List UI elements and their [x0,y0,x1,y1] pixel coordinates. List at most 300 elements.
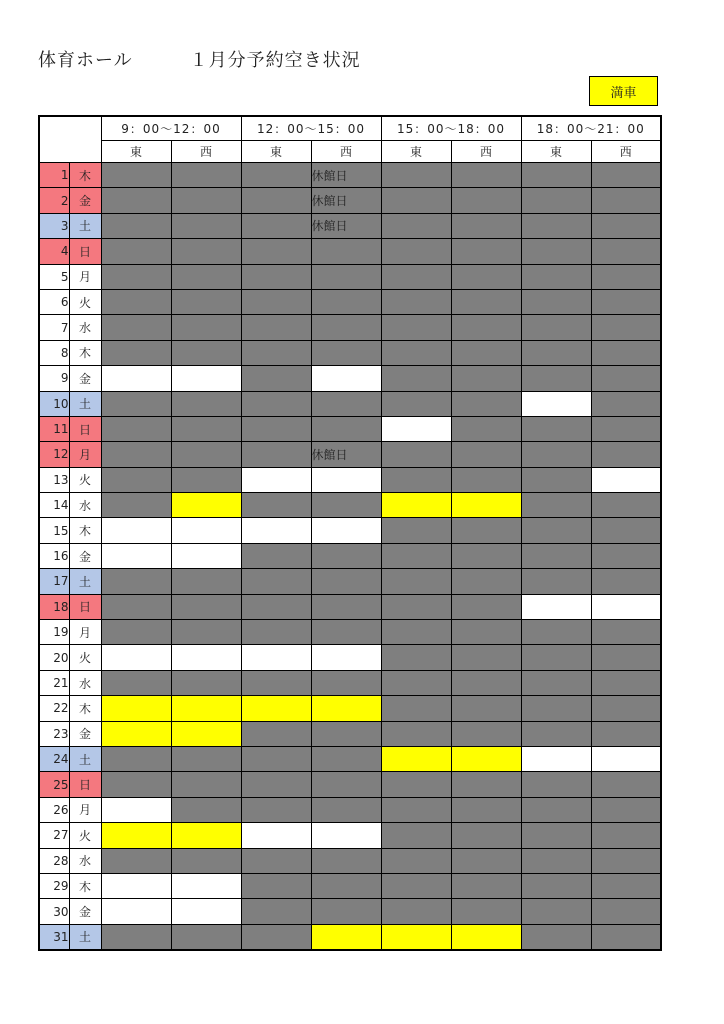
slot-unavailable [521,670,591,695]
slot-unavailable [451,899,521,924]
slot-unavailable [101,239,171,264]
slot-unavailable [451,620,521,645]
weekday-label: 金 [69,721,101,746]
table-row [39,416,661,441]
side-header-west: 西 [311,141,381,163]
weekday-label: 月 [69,264,101,289]
slot-unavailable [451,569,521,594]
table-row [39,315,661,340]
slot-unavailable [591,391,661,416]
slot-unavailable [241,239,311,264]
day-number: 26 [39,797,69,822]
slot-unavailable [171,188,241,213]
slot-unavailable [171,772,241,797]
slot-unavailable [451,340,521,365]
day-number: 5 [39,264,69,289]
weekday-label: 月 [69,620,101,645]
day-number: 19 [39,620,69,645]
slot-unavailable [171,315,241,340]
slot-unavailable [171,670,241,695]
slot-unavailable [521,797,591,822]
day-number: 6 [39,289,69,314]
slot-available [591,594,661,619]
slot-unavailable [591,188,661,213]
slot-unavailable [241,442,311,467]
day-number: 27 [39,823,69,848]
slot-unavailable [451,848,521,873]
day-number: 21 [39,670,69,695]
slot-full [311,696,381,721]
slot-unavailable [451,823,521,848]
slot-unavailable [171,163,241,188]
slot-available [101,645,171,670]
weekday-label: 木 [69,696,101,721]
slot-unavailable [591,696,661,721]
slot-unavailable [171,289,241,314]
slot-unavailable [591,213,661,238]
slot-available [171,518,241,543]
slot-full [381,493,451,518]
slot-unavailable [521,620,591,645]
slot-unavailable [311,289,381,314]
slot-unavailable [171,848,241,873]
day-number: 24 [39,746,69,771]
slot-available [521,594,591,619]
slot-unavailable [311,416,381,441]
slot-unavailable [241,797,311,822]
slot-unavailable [101,442,171,467]
day-number: 8 [39,340,69,365]
side-header-west: 西 [591,141,661,163]
day-number: 16 [39,543,69,568]
slot-unavailable [451,163,521,188]
slot-unavailable [591,416,661,441]
day-number: 25 [39,772,69,797]
slot-unavailable [171,924,241,950]
slot-unavailable [521,569,591,594]
slot-unavailable [101,848,171,873]
slot-unavailable [591,543,661,568]
day-number: 3 [39,213,69,238]
day-rows [39,163,661,951]
slot-available [101,366,171,391]
slot-unavailable [521,721,591,746]
table-row [39,239,661,264]
slot-unavailable [521,696,591,721]
weekday-label: 月 [69,797,101,822]
side-header-east: 東 [521,141,591,163]
table-row [39,924,661,950]
slot-available [591,746,661,771]
slot-unavailable [591,823,661,848]
slot-unavailable [591,493,661,518]
slot-available [591,467,661,492]
slot-unavailable [101,569,171,594]
slot-unavailable [451,873,521,898]
slot-unavailable [381,543,451,568]
slot-unavailable [381,264,451,289]
slot-unavailable [381,873,451,898]
legend-full-box: 満車 [589,76,658,106]
slot-unavailable [101,264,171,289]
side-header-west: 西 [451,141,521,163]
slot-unavailable [591,924,661,950]
slot-unavailable [311,848,381,873]
slot-unavailable [311,543,381,568]
day-number: 7 [39,315,69,340]
slot-unavailable [451,645,521,670]
slot-available [521,391,591,416]
slot-available [101,518,171,543]
slot-unavailable [311,797,381,822]
slot-available [311,467,381,492]
slot-unavailable [451,315,521,340]
slot-unavailable [591,797,661,822]
slot-available [311,518,381,543]
slot-unavailable [241,289,311,314]
slot-unavailable [101,289,171,314]
slot-unavailable [101,467,171,492]
slot-unavailable [521,645,591,670]
day-number: 29 [39,873,69,898]
slot-available [311,366,381,391]
slot-unavailable [171,340,241,365]
slot-unavailable [521,213,591,238]
weekday-label: 金 [69,899,101,924]
slot-unavailable [171,391,241,416]
slot-unavailable [591,670,661,695]
weekday-label: 土 [69,924,101,950]
slot-unavailable [521,543,591,568]
weekday-label: 土 [69,746,101,771]
time-slot-header-row [39,116,661,141]
slot-unavailable [101,315,171,340]
slot-available [311,645,381,670]
slot-unavailable [521,924,591,950]
slot-unavailable [241,493,311,518]
table-row [39,594,661,619]
slot-unavailable [521,239,591,264]
slot-unavailable [171,594,241,619]
slot-unavailable [241,899,311,924]
table-row [39,823,661,848]
slot-unavailable [591,645,661,670]
slot-unavailable [171,442,241,467]
table-row [39,493,661,518]
corner-cell [39,116,101,163]
slot-available [521,746,591,771]
slot-full [171,696,241,721]
slot-available [171,366,241,391]
slot-unavailable [101,188,171,213]
slot-available [101,899,171,924]
table-row [39,620,661,645]
slot-unavailable [451,416,521,441]
weekday-label: 木 [69,163,101,188]
day-number: 4 [39,239,69,264]
weekday-label: 水 [69,493,101,518]
slot-unavailable [171,213,241,238]
slot-unavailable [381,188,451,213]
slot-unavailable [521,823,591,848]
slot-unavailable [381,569,451,594]
slot-unavailable [381,594,451,619]
day-number: 28 [39,848,69,873]
weekday-label: 土 [69,213,101,238]
slot-unavailable [381,848,451,873]
time-slot-header: 15：00～18：00 [381,116,521,141]
day-number: 14 [39,493,69,518]
table-row [39,518,661,543]
slot-unavailable [381,163,451,188]
slot-unavailable [311,594,381,619]
slot-unavailable [241,746,311,771]
slot-unavailable [521,289,591,314]
slot-full [451,493,521,518]
slot-unavailable [241,924,311,950]
weekday-label: 水 [69,670,101,695]
slot-available [101,797,171,822]
slot-unavailable [241,391,311,416]
slot-unavailable [451,366,521,391]
slot-unavailable [311,391,381,416]
table-row [39,340,661,365]
table-row [39,899,661,924]
slot-full [381,746,451,771]
day-number: 17 [39,569,69,594]
slot-available [171,873,241,898]
side-header-row [39,141,661,163]
slot-unavailable [171,264,241,289]
slot-unavailable [241,264,311,289]
slot-unavailable [591,366,661,391]
slot-available [241,518,311,543]
slot-unavailable [381,696,451,721]
slot-unavailable [381,670,451,695]
slot-unavailable [591,569,661,594]
table-row [39,746,661,771]
slot-unavailable [521,873,591,898]
day-number: 31 [39,924,69,950]
slot-unavailable [311,569,381,594]
table-row [39,772,661,797]
slot-unavailable [591,620,661,645]
slot-full [241,696,311,721]
day-number: 20 [39,645,69,670]
slot-unavailable [521,518,591,543]
slot-unavailable [311,670,381,695]
slot-unavailable [241,721,311,746]
slot-unavailable [591,848,661,873]
weekday-label: 日 [69,239,101,264]
slot-available [381,416,451,441]
slot-unavailable [521,416,591,441]
table-row [39,569,661,594]
slot-unavailable [101,924,171,950]
day-number: 1 [39,163,69,188]
slot-unavailable [381,289,451,314]
slot-closed: 休館日 [311,163,381,188]
slot-unavailable [451,239,521,264]
slot-unavailable [521,772,591,797]
slot-unavailable [101,416,171,441]
slot-closed: 休館日 [311,213,381,238]
slot-unavailable [311,899,381,924]
slot-unavailable [311,340,381,365]
slot-unavailable [591,315,661,340]
slot-full [451,924,521,950]
slot-unavailable [451,518,521,543]
slot-unavailable [591,163,661,188]
slot-unavailable [311,315,381,340]
slot-unavailable [381,620,451,645]
slot-unavailable [591,518,661,543]
slot-full [101,721,171,746]
slot-unavailable [591,873,661,898]
slot-unavailable [591,340,661,365]
slot-unavailable [101,340,171,365]
slot-unavailable [451,670,521,695]
time-slot-header: 18：00～21：00 [521,116,661,141]
day-number: 10 [39,391,69,416]
table-row [39,873,661,898]
slot-unavailable [381,823,451,848]
table-row [39,848,661,873]
slot-unavailable [521,366,591,391]
slot-unavailable [451,442,521,467]
weekday-label: 金 [69,366,101,391]
slot-unavailable [451,543,521,568]
table-row [39,696,661,721]
weekday-label: 木 [69,518,101,543]
table-row [39,163,661,188]
side-header-east: 東 [381,141,451,163]
slot-available [171,645,241,670]
slot-full [311,924,381,950]
slot-unavailable [521,264,591,289]
day-number: 18 [39,594,69,619]
slot-unavailable [311,493,381,518]
slot-full [171,823,241,848]
slot-unavailable [591,772,661,797]
slot-unavailable [311,264,381,289]
table-row [39,442,661,467]
slot-closed: 休館日 [311,188,381,213]
weekday-label: 日 [69,772,101,797]
slot-unavailable [241,873,311,898]
slot-unavailable [101,391,171,416]
weekday-label: 火 [69,823,101,848]
slot-unavailable [241,543,311,568]
slot-unavailable [241,620,311,645]
slot-unavailable [171,416,241,441]
slot-unavailable [521,848,591,873]
slot-unavailable [311,239,381,264]
weekday-label: 火 [69,289,101,314]
slot-unavailable [521,188,591,213]
slot-unavailable [381,797,451,822]
slot-unavailable [521,467,591,492]
slot-unavailable [381,645,451,670]
slot-unavailable [311,721,381,746]
slot-unavailable [591,899,661,924]
table-row [39,213,661,238]
day-number: 2 [39,188,69,213]
slot-unavailable [451,289,521,314]
slot-full [451,746,521,771]
slot-unavailable [591,264,661,289]
slot-unavailable [451,391,521,416]
day-number: 9 [39,366,69,391]
slot-unavailable [241,366,311,391]
day-number: 12 [39,442,69,467]
weekday-label: 水 [69,315,101,340]
slot-available [171,899,241,924]
slot-unavailable [381,340,451,365]
slot-unavailable [381,899,451,924]
weekday-label: 火 [69,645,101,670]
slot-unavailable [451,213,521,238]
day-number: 15 [39,518,69,543]
weekday-label: 金 [69,188,101,213]
slot-unavailable [241,772,311,797]
slot-unavailable [241,594,311,619]
weekday-label: 金 [69,543,101,568]
slot-unavailable [381,239,451,264]
slot-unavailable [381,467,451,492]
slot-available [101,873,171,898]
weekday-label: 木 [69,340,101,365]
availability-table [38,115,662,951]
slot-unavailable [451,721,521,746]
slot-unavailable [101,746,171,771]
slot-unavailable [451,594,521,619]
day-number: 13 [39,467,69,492]
slot-unavailable [171,569,241,594]
table-row [39,797,661,822]
weekday-label: 月 [69,442,101,467]
slot-unavailable [241,315,311,340]
slot-unavailable [521,163,591,188]
slot-unavailable [311,873,381,898]
slot-unavailable [451,696,521,721]
slot-unavailable [171,746,241,771]
slot-closed: 休館日 [311,442,381,467]
slot-available [241,645,311,670]
slot-available [241,823,311,848]
slot-unavailable [451,797,521,822]
slot-unavailable [591,442,661,467]
slot-unavailable [171,239,241,264]
slot-unavailable [381,366,451,391]
slot-unavailable [101,493,171,518]
slot-unavailable [241,163,311,188]
slot-unavailable [311,772,381,797]
time-slot-header: 12：00～15：00 [241,116,381,141]
slot-unavailable [171,797,241,822]
slot-unavailable [311,620,381,645]
table-row [39,467,661,492]
slot-unavailable [101,670,171,695]
slot-unavailable [101,772,171,797]
slot-unavailable [241,848,311,873]
slot-full [101,696,171,721]
time-slot-header: 9：00～12：00 [101,116,241,141]
slot-unavailable [241,188,311,213]
slot-available [241,467,311,492]
day-number: 30 [39,899,69,924]
slot-available [171,543,241,568]
